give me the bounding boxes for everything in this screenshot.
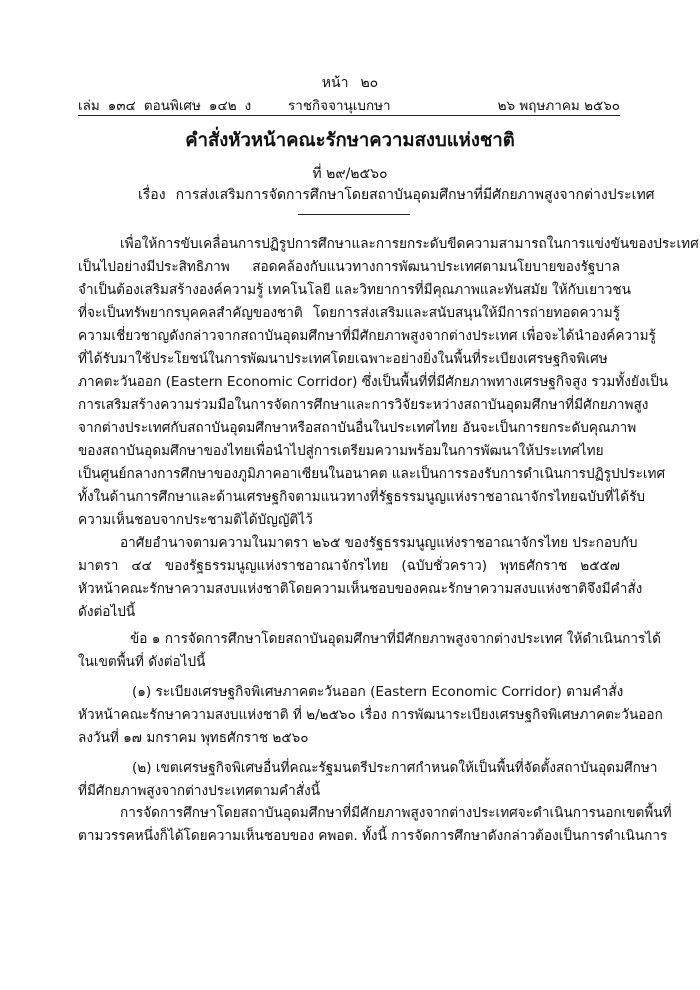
body-line: การเสริมสร้างความร่วมมือในการจัดการศึกษาและการวิจัยระหว่างสถาบันอุดมศึกษาที่มีศักยภาพสูง bbox=[78, 397, 649, 413]
body-line: จำเป็นต้องเสริมสร้างองค์ความรู้ เทคโนโลยี และวิทยาการที่มีคุณภาพและทันสมัย ให้กับเยาวชน bbox=[78, 282, 631, 298]
page-label: หน้า bbox=[321, 75, 349, 91]
clause-1-line: ในเขตพื้นที่ ดังต่อไปนี้ bbox=[78, 654, 206, 670]
publication-date: ๒๖ พฤษภาคม ๒๕๖๐ bbox=[497, 98, 620, 114]
section-number: ๑๔๒ bbox=[208, 98, 237, 114]
body-line: ทั้งในด้านการศึกษาและด้านเศรษฐกิจตามแนวทางที่รัฐธรรมนูญแห่งราชอาณาจักรไทยฉบับที่ได้รับ bbox=[78, 489, 646, 505]
subject-text: การส่งเสริมการจัดการศึกษาโดยสถาบันอุดมศึกษาที่มีศักยภาพสูงจากต่างประเทศ bbox=[175, 187, 655, 203]
body-line: ตามวรรคหนึ่งก็ได้โดยความเห็นชอบของ คพอต. ทั้งนี้ การจัดการศึกษาดังกล่าวต้องเป็นการดำเนินการ bbox=[78, 828, 668, 844]
section-label: ตอนพิเศษ bbox=[143, 98, 201, 114]
body-line: มาตรา ๔๔ ของรัฐธรรมนูญแห่งราชอาณาจักรไทย (ฉบับชั่วคราว) พุทธศักราช ๒๕๕๗ bbox=[78, 558, 620, 574]
body-line: ของสถาบันอุดมศึกษาของไทยเพื่อนำไปสู่การเตรียมความพร้อมในการพัฒนาให้ประเทศไทย bbox=[78, 443, 604, 459]
body-line: ความเชี่ยวชาญดังกล่าวจากสถาบันอุดมศึกษาที่มีศักยภาพสูงจากต่างประเทศ เพื่อจะได้นำองค์ความรู้ bbox=[78, 328, 656, 344]
subject-label: เรื่อง bbox=[138, 187, 166, 203]
body-line: ดังต่อไปนี้ bbox=[78, 604, 136, 620]
body-line: ที่จะเป็นทรัพยากรบุคคลสำคัญของชาติ โดยการส่งเสริมและสนับสนุนให้มีการถ่ายทอดความรู้ bbox=[78, 305, 620, 321]
page-number bbox=[0, 72, 700, 94]
title-separator bbox=[298, 214, 410, 215]
clause-1-item-2-line: ที่มีศักยภาพสูงจากต่างประเทศตามคำสั่งนี้ bbox=[78, 783, 321, 799]
document-title: คำสั่งหัวหน้าคณะรักษาความสงบแห่งชาติ bbox=[185, 130, 515, 151]
page-number-value: ๒๐ bbox=[360, 75, 379, 91]
clause-1-line: ข้อ ๑ การจัดการศึกษาโดยสถาบันอุดมศึกษาที่มีศักยภาพสูงจากต่างประเทศ ให้ดำเนินการได้ bbox=[130, 631, 661, 647]
body-line: ภาคตะวันออก (Eastern Economic Corridor) ซึ่งเป็นพื้นที่ที่มีศักยภาพทางเศรษฐกิจสูง รวมทั้งยังเป็น bbox=[78, 374, 669, 390]
subject-line bbox=[138, 184, 655, 206]
volume-number: ๑๓๔ bbox=[107, 98, 136, 114]
header-rule bbox=[78, 115, 620, 116]
body-line: ความเห็นชอบจากประชามติได้บัญญัติไว้ bbox=[78, 512, 313, 528]
body-line: อาศัยอำนาจตามความในมาตรา ๒๖๕ ของรัฐธรรมนูญแห่งราชอาณาจักรไทย ประกอบกับ bbox=[120, 535, 638, 551]
clause-1-item-2-line: (๒) เขตเศรษฐกิจพิเศษอื่นที่คณะรัฐมนตรีประกาศกำหนดให้เป็นพื้นที่จัดตั้งสถาบันอุดมศึกษา bbox=[132, 760, 658, 776]
volume-info bbox=[78, 94, 251, 116]
gazette-header bbox=[78, 94, 620, 114]
body-line: การจัดการศึกษาโดยสถาบันอุดมศึกษาที่มีศักยภาพสูงจากต่างประเทศจะดำเนินการนอกเขตพื้นที่ bbox=[120, 805, 672, 821]
clause-1-item-1-line: ลงวันที่ ๑๗ มกราคม พุทธศักราช ๒๕๖๐ bbox=[78, 730, 309, 746]
order-number: ที่ ๒๙/๒๕๖๐ bbox=[312, 166, 388, 182]
volume-label: เล่ม bbox=[78, 98, 100, 114]
gazette-name: ราชกิจจานุเบกษา bbox=[288, 98, 391, 114]
body-line: จากต่างประเทศกับสถาบันอุดมศึกษาหรือสถาบันอื่นในประเทศไทย อันจะเป็นการยกระดับคุณภาพ bbox=[78, 420, 637, 436]
section-series: ง bbox=[244, 98, 252, 114]
clause-1-item-1-line: หัวหน้าคณะรักษาความสงบแห่งชาติ ที่ ๒/๒๕๖๐ เรื่อง การพัฒนาระเบียงเศรษฐกิจพิเศษภาคตะวันออก bbox=[78, 707, 663, 723]
body-line: ที่ได้รับมาใช้ประโยชน์ในการพัฒนาประเทศโดยเฉพาะอย่างยิ่งในพื้นที่ระเบียงเศรษฐกิจพิเศษ bbox=[78, 351, 608, 367]
body-line: หัวหน้าคณะรักษาความสงบแห่งชาติโดยความเห็นชอบของคณะรักษาความสงบแห่งชาติจึงมีคำสั่ง bbox=[78, 581, 643, 597]
clause-1-item-1-line: (๑) ระเบียงเศรษฐกิจพิเศษภาคตะวันออก (Eastern Economic Corridor) ตามคำสั่ง bbox=[132, 684, 624, 700]
body-line: เพื่อให้การขับเคลื่อนการปฏิรูปการศึกษาและการยกระดับขีดความสามารถในการแข่งขันของประเทศ bbox=[120, 236, 699, 252]
body-line: เป็นไปอย่างมีประสิทธิภาพ สอดคล้องกับแนวทางการพัฒนาประเทศตามนโยบายของรัฐบาล bbox=[78, 259, 620, 275]
body-line: เป็นศูนย์กลางการศึกษาของภูมิภาคอาเซียนในอนาคต และเป็นการรองรับการดำเนินการปฏิรูปประเทศ bbox=[78, 466, 666, 482]
